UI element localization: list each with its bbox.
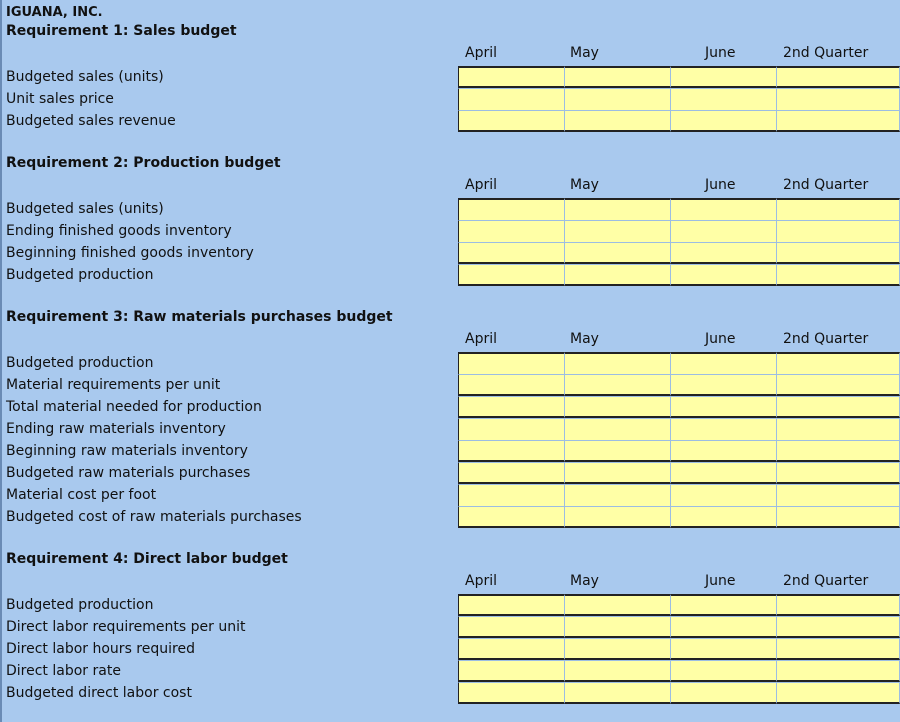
section-title: Requirement 1: Sales budget [6,23,237,39]
column-header: April [465,45,497,61]
row-label: Budgeted sales (units) [6,201,164,217]
input-cell[interactable] [458,418,564,440]
input-cell[interactable] [564,418,670,440]
input-cell[interactable] [776,352,900,374]
input-cell[interactable] [564,484,670,506]
input-cell[interactable] [670,462,776,484]
row-label: Material cost per foot [6,487,157,503]
input-cell[interactable] [458,374,564,396]
input-cell[interactable] [670,484,776,506]
row-label: Budgeted direct labor cost [6,685,192,701]
row-label: Ending finished goods inventory [6,223,232,239]
sheet-left-border [0,0,2,722]
input-cell[interactable] [776,374,900,396]
input-cell[interactable] [670,616,776,638]
input-cell[interactable] [776,242,900,264]
input-cell[interactable] [564,594,670,616]
input-cell[interactable] [564,616,670,638]
column-header: June [705,573,736,589]
input-cell[interactable] [776,440,900,462]
input-cell[interactable] [458,88,564,110]
row-label: Budgeted sales (units) [6,69,164,85]
input-cell[interactable] [670,198,776,220]
input-cell[interactable] [670,440,776,462]
input-cell[interactable] [458,462,564,484]
input-cell[interactable] [564,682,670,704]
row-label: Total material needed for production [6,399,262,415]
column-header: May [570,45,599,61]
input-cell[interactable] [776,110,900,132]
input-cell[interactable] [670,682,776,704]
input-cell[interactable] [564,242,670,264]
input-cell[interactable] [670,352,776,374]
input-cell[interactable] [458,110,564,132]
input-cell[interactable] [670,594,776,616]
input-cell[interactable] [458,352,564,374]
input-cell[interactable] [776,264,900,286]
row-label: Budgeted raw materials purchases [6,465,251,481]
input-cell[interactable] [670,242,776,264]
input-cell[interactable] [776,462,900,484]
row-label: Direct labor requirements per unit [6,619,246,635]
section-title: Requirement 3: Raw materials purchases budget [6,309,393,325]
input-cell[interactable] [564,198,670,220]
input-cell[interactable] [670,374,776,396]
input-cell[interactable] [776,638,900,660]
input-cell[interactable] [564,110,670,132]
section-title: Requirement 2: Production budget [6,155,281,171]
input-cell[interactable] [670,660,776,682]
row-label: Material requirements per unit [6,377,221,393]
column-header: April [465,177,497,193]
input-cell[interactable] [458,682,564,704]
row-label: Beginning raw materials inventory [6,443,248,459]
row-label: Budgeted cost of raw materials purchases [6,509,302,525]
input-cell[interactable] [776,682,900,704]
input-cell[interactable] [670,506,776,528]
input-cell[interactable] [776,594,900,616]
column-header: June [705,331,736,347]
input-cell[interactable] [776,66,900,88]
input-cell[interactable] [564,638,670,660]
input-cell[interactable] [776,418,900,440]
input-cell[interactable] [564,396,670,418]
column-header: June [705,45,736,61]
input-cell[interactable] [670,418,776,440]
input-cell[interactable] [564,462,670,484]
column-header: June [705,177,736,193]
column-header: April [465,331,497,347]
input-cell[interactable] [670,396,776,418]
column-header: 2nd Quarter [783,573,869,589]
input-cell[interactable] [776,616,900,638]
input-cell[interactable] [458,220,564,242]
row-label: Budgeted production [6,597,154,613]
row-label: Direct labor rate [6,663,121,679]
section-title: Requirement 4: Direct labor budget [6,551,288,567]
input-cell[interactable] [564,88,670,110]
input-cell[interactable] [458,242,564,264]
input-cell[interactable] [776,88,900,110]
input-cell[interactable] [458,660,564,682]
column-header: April [465,573,497,589]
input-cell[interactable] [458,198,564,220]
column-header: May [570,177,599,193]
input-cell[interactable] [458,396,564,418]
input-cell[interactable] [670,110,776,132]
column-header: May [570,331,599,347]
row-label: Budgeted production [6,355,154,371]
input-cell[interactable] [458,484,564,506]
input-cell[interactable] [776,396,900,418]
input-cell[interactable] [564,374,670,396]
row-label: Beginning finished goods inventory [6,245,254,261]
input-cell[interactable] [458,594,564,616]
input-cell[interactable] [776,198,900,220]
input-cell[interactable] [670,66,776,88]
input-cell[interactable] [458,264,564,286]
row-label: Budgeted production [6,267,154,283]
input-cell[interactable] [670,638,776,660]
input-cell[interactable] [458,506,564,528]
input-cell[interactable] [458,440,564,462]
column-header: 2nd Quarter [783,331,869,347]
row-label: Unit sales price [6,91,114,107]
column-header: 2nd Quarter [783,177,869,193]
input-cell[interactable] [670,220,776,242]
input-cell[interactable] [458,66,564,88]
row-label: Budgeted sales revenue [6,113,176,129]
input-cell[interactable] [776,220,900,242]
input-cell[interactable] [564,440,670,462]
input-cell[interactable] [564,506,670,528]
input-cell[interactable] [564,352,670,374]
input-cell[interactable] [458,616,564,638]
input-cell[interactable] [776,484,900,506]
input-cell[interactable] [776,506,900,528]
row-label: Direct labor hours required [6,641,195,657]
input-cell[interactable] [564,264,670,286]
input-cell[interactable] [564,66,670,88]
input-cell[interactable] [670,264,776,286]
input-cell[interactable] [564,220,670,242]
input-cell[interactable] [458,638,564,660]
input-cell[interactable] [670,88,776,110]
column-header: May [570,573,599,589]
column-header: 2nd Quarter [783,45,869,61]
input-cell[interactable] [776,660,900,682]
input-cell[interactable] [564,660,670,682]
company-name: IGUANA, INC. [6,5,103,20]
row-label: Ending raw materials inventory [6,421,226,437]
